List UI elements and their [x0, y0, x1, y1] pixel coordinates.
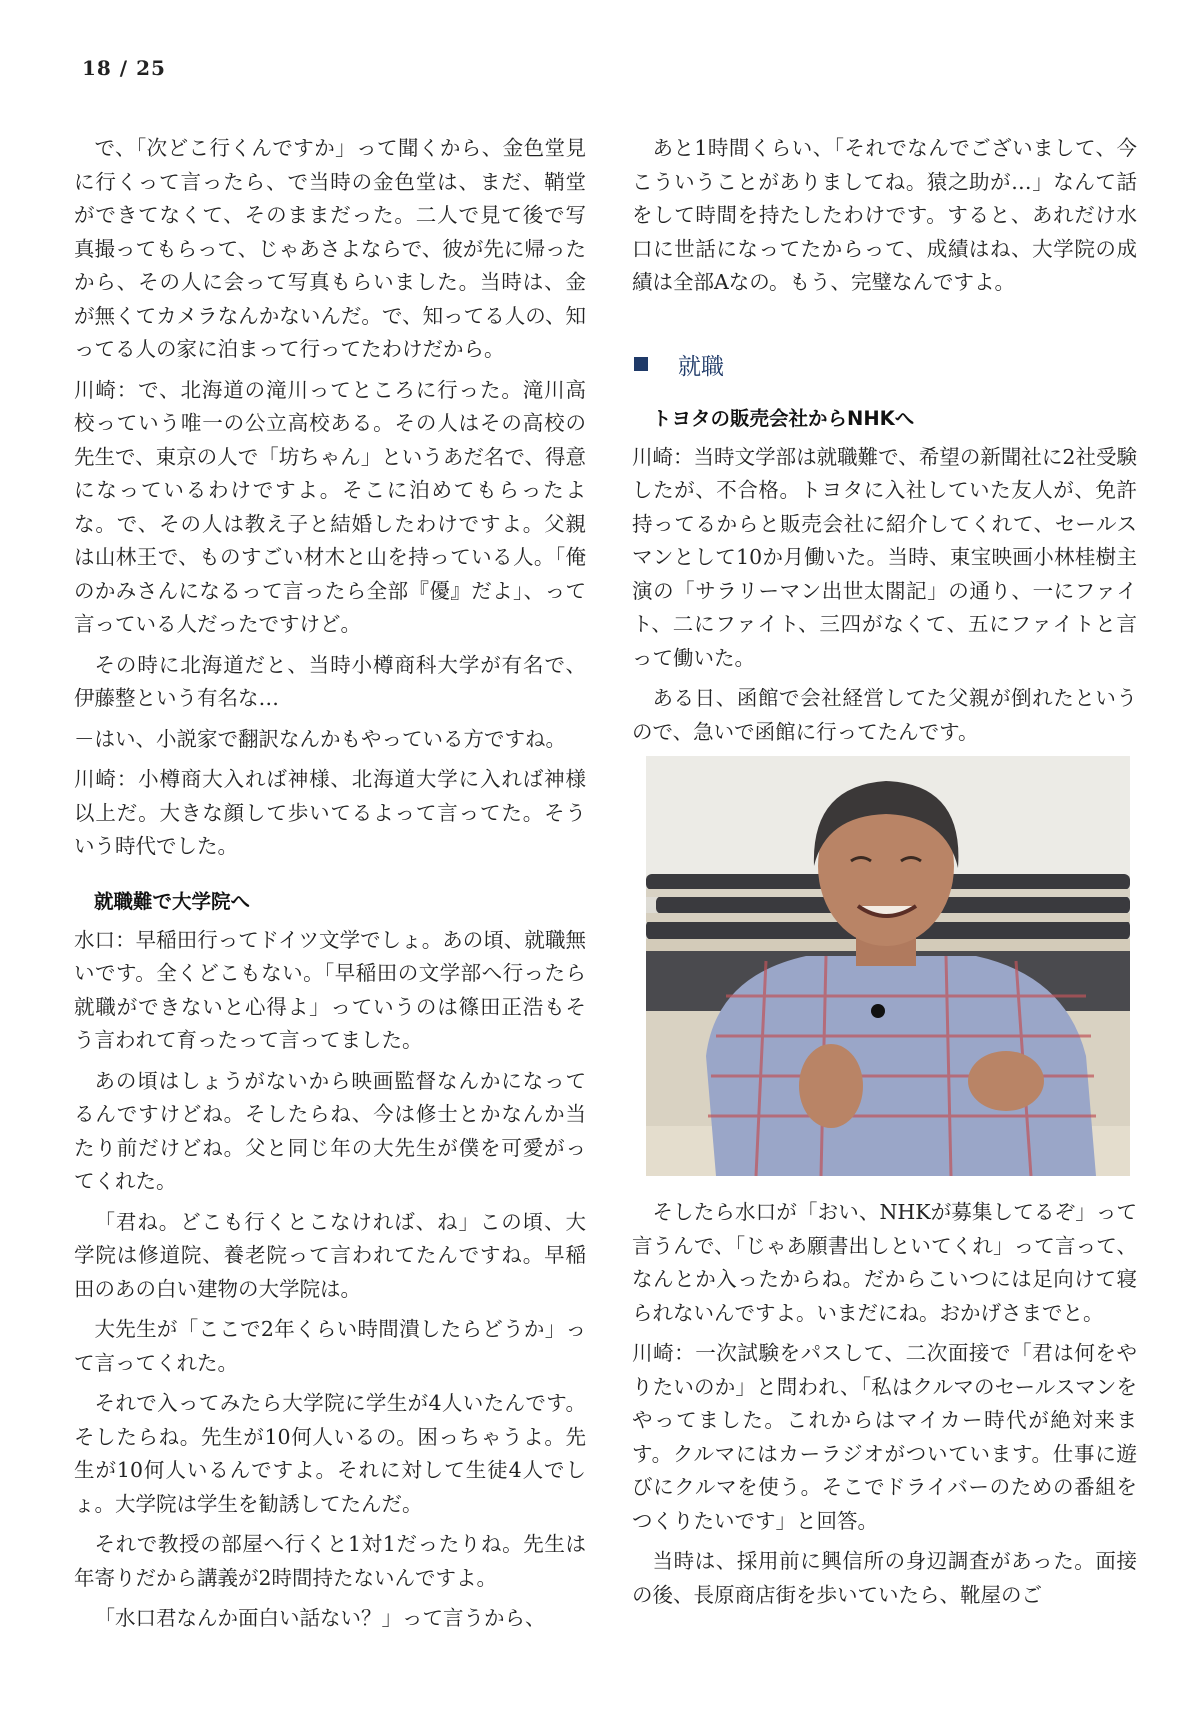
paragraph: そしたら水口が「おい、NHKが募集してるぞ」って言うんで、「じゃあ願書出しといてくれ」って言って、なんとか入ったからね。だからこいつには足向けて寝られないんですよ。いまだにね。おかげさまでと。 [632, 1200, 1137, 1325]
subheading: 就職難で大学院へ [94, 889, 251, 913]
paragraph: 川崎：小樽商大入れば神様、北海道大学に入れば神様以上だ。大きな顔して歩いてるよって言ってた。そういう時代でした。 [74, 767, 586, 858]
subheading: トヨタの販売会社からNHKへ [652, 406, 915, 430]
photo-illustration [646, 756, 1130, 1176]
right-column [632, 132, 1137, 1619]
paragraph: で、「次どこ行くんですか」って聞くから、金色堂見に行くって言ったら、で当時の金色堂は、まだ、鞘堂ができてなくて、そのままだった。二人で見て後で写真撮ってもらって、じゃあさよならで、彼が先に帰ったから、その人に会って写真もらいました。当時は、金が無くてカメラなんかないんだ。で、知ってる人の、知ってる人の家に泊まって行ってたわけだから。 [74, 136, 586, 361]
page-number: 18 / 25 [82, 56, 166, 80]
square-bullet-icon [634, 357, 648, 371]
paragraph: それで入ってみたら大学院に学生が4人いたんです。そしたらね。先生が10何人いるの。困っちゃうよ。先生が10何人いるんですよ。それに対して生徒4人でしょ。大学院は学生を勧誘してたんだ。 [74, 1391, 586, 1516]
paragraph: 当時は、採用前に興信所の身辺調査があった。面接の後、長原商店街を歩いていたら、靴屋のご [632, 1549, 1137, 1607]
section-heading [634, 348, 1137, 381]
paragraph: －はい、小説家で翻訳なんかもやっている方ですね。 [74, 726, 566, 751]
paragraph: 水口：早稲田行ってドイツ文学でしょ。あの頃、就職無いです。全くどこもない。「早稲田の文学部へ行ったら就職ができないと心得よ」っていうのは篠田正浩もそう言われて育ったって言ってました。 [74, 927, 586, 1052]
left-column [74, 132, 586, 1643]
interview-photo [646, 756, 1130, 1176]
paragraph: 川崎：で、北海道の滝川ってところに行った。滝川高校っていう唯一の公立高校ある。その人はその高校の先生で、東京の人で「坊ちゃん」というあだ名で、得意になっているわけですよ。そこに泊めてもらったよな。で、その人は教え子と結婚したわけですよ。父親は山林王で、ものすごい材木と山を持っている人。「俺のかみさんになるって言ったら全部『優』だよ」、って言っている人だったですけど。 [74, 377, 586, 636]
paragraph: 川崎：当時文学部は就職難で、希望の新聞社に2社受験したが、不合格。トヨタに入社していた友人が、免許持ってるからと販売会社に紹介してくれて、セールスマンとして10か月働いた。当時、東宝映画小林桂樹主演の「サラリーマン出世太閤記」の通り、一にファイト、二にファイト、三四がなくて、五にファイトと言って働いた。 [632, 444, 1137, 670]
section-title: 就職 [678, 353, 724, 380]
paragraph: 大先生が「ここで2年くらい時間潰したらどうか」って言ってくれた。 [74, 1317, 586, 1375]
paragraph: 「君ね。どこも行くとこなければ、ね」この頃、大学院は修道院、養老院って言われてたんですね。早稲田のあの白い建物の大学院は。 [74, 1209, 586, 1301]
paragraph: 「水口君なんか面白い話ない？」って言うから、 [94, 1606, 546, 1630]
paragraph: あの頃はしょうがないから映画監督なんかになってるんですけどね。そしたらね、今は修士とかなんか当たり前だけどね。父と同じ年の大先生が僕を可愛がってくれた。 [74, 1068, 586, 1193]
paragraph: それで教授の部屋へ行くと1対1だったりね。先生は年寄りだから講義が2時間持たないんですよ。 [74, 1532, 586, 1590]
paragraph: ある日、函館で会社経営してた父親が倒れたというので、急いで函館に行ってたんです。 [632, 686, 1137, 744]
paragraph: 川崎：一次試験をパスして、二次面接で「君は何をやりたいのか」と問われ、「私はクルマのセールスマンをやってました。これからはマイカー時代が絶対来ます。クルマにはカーラジオがついています。仕事に遊びにクルマを使う。そこでドライバーのための番組をつくりたいです」と回答。 [632, 1341, 1137, 1533]
paragraph: あと1時間くらい、「それでなんでございまして、今こういうことがありましてね。猿之助が…」なんて話をして時間を持たしたわけです。すると、あれだけ水口に世話になってたからって、成績はね、大学院の成績は全部Aなの。もう、完璧なんですよ。 [632, 136, 1137, 294]
paragraph: その時に北海道だと、当時小樽商科大学が有名で、伊藤整という有名な… [74, 652, 586, 710]
